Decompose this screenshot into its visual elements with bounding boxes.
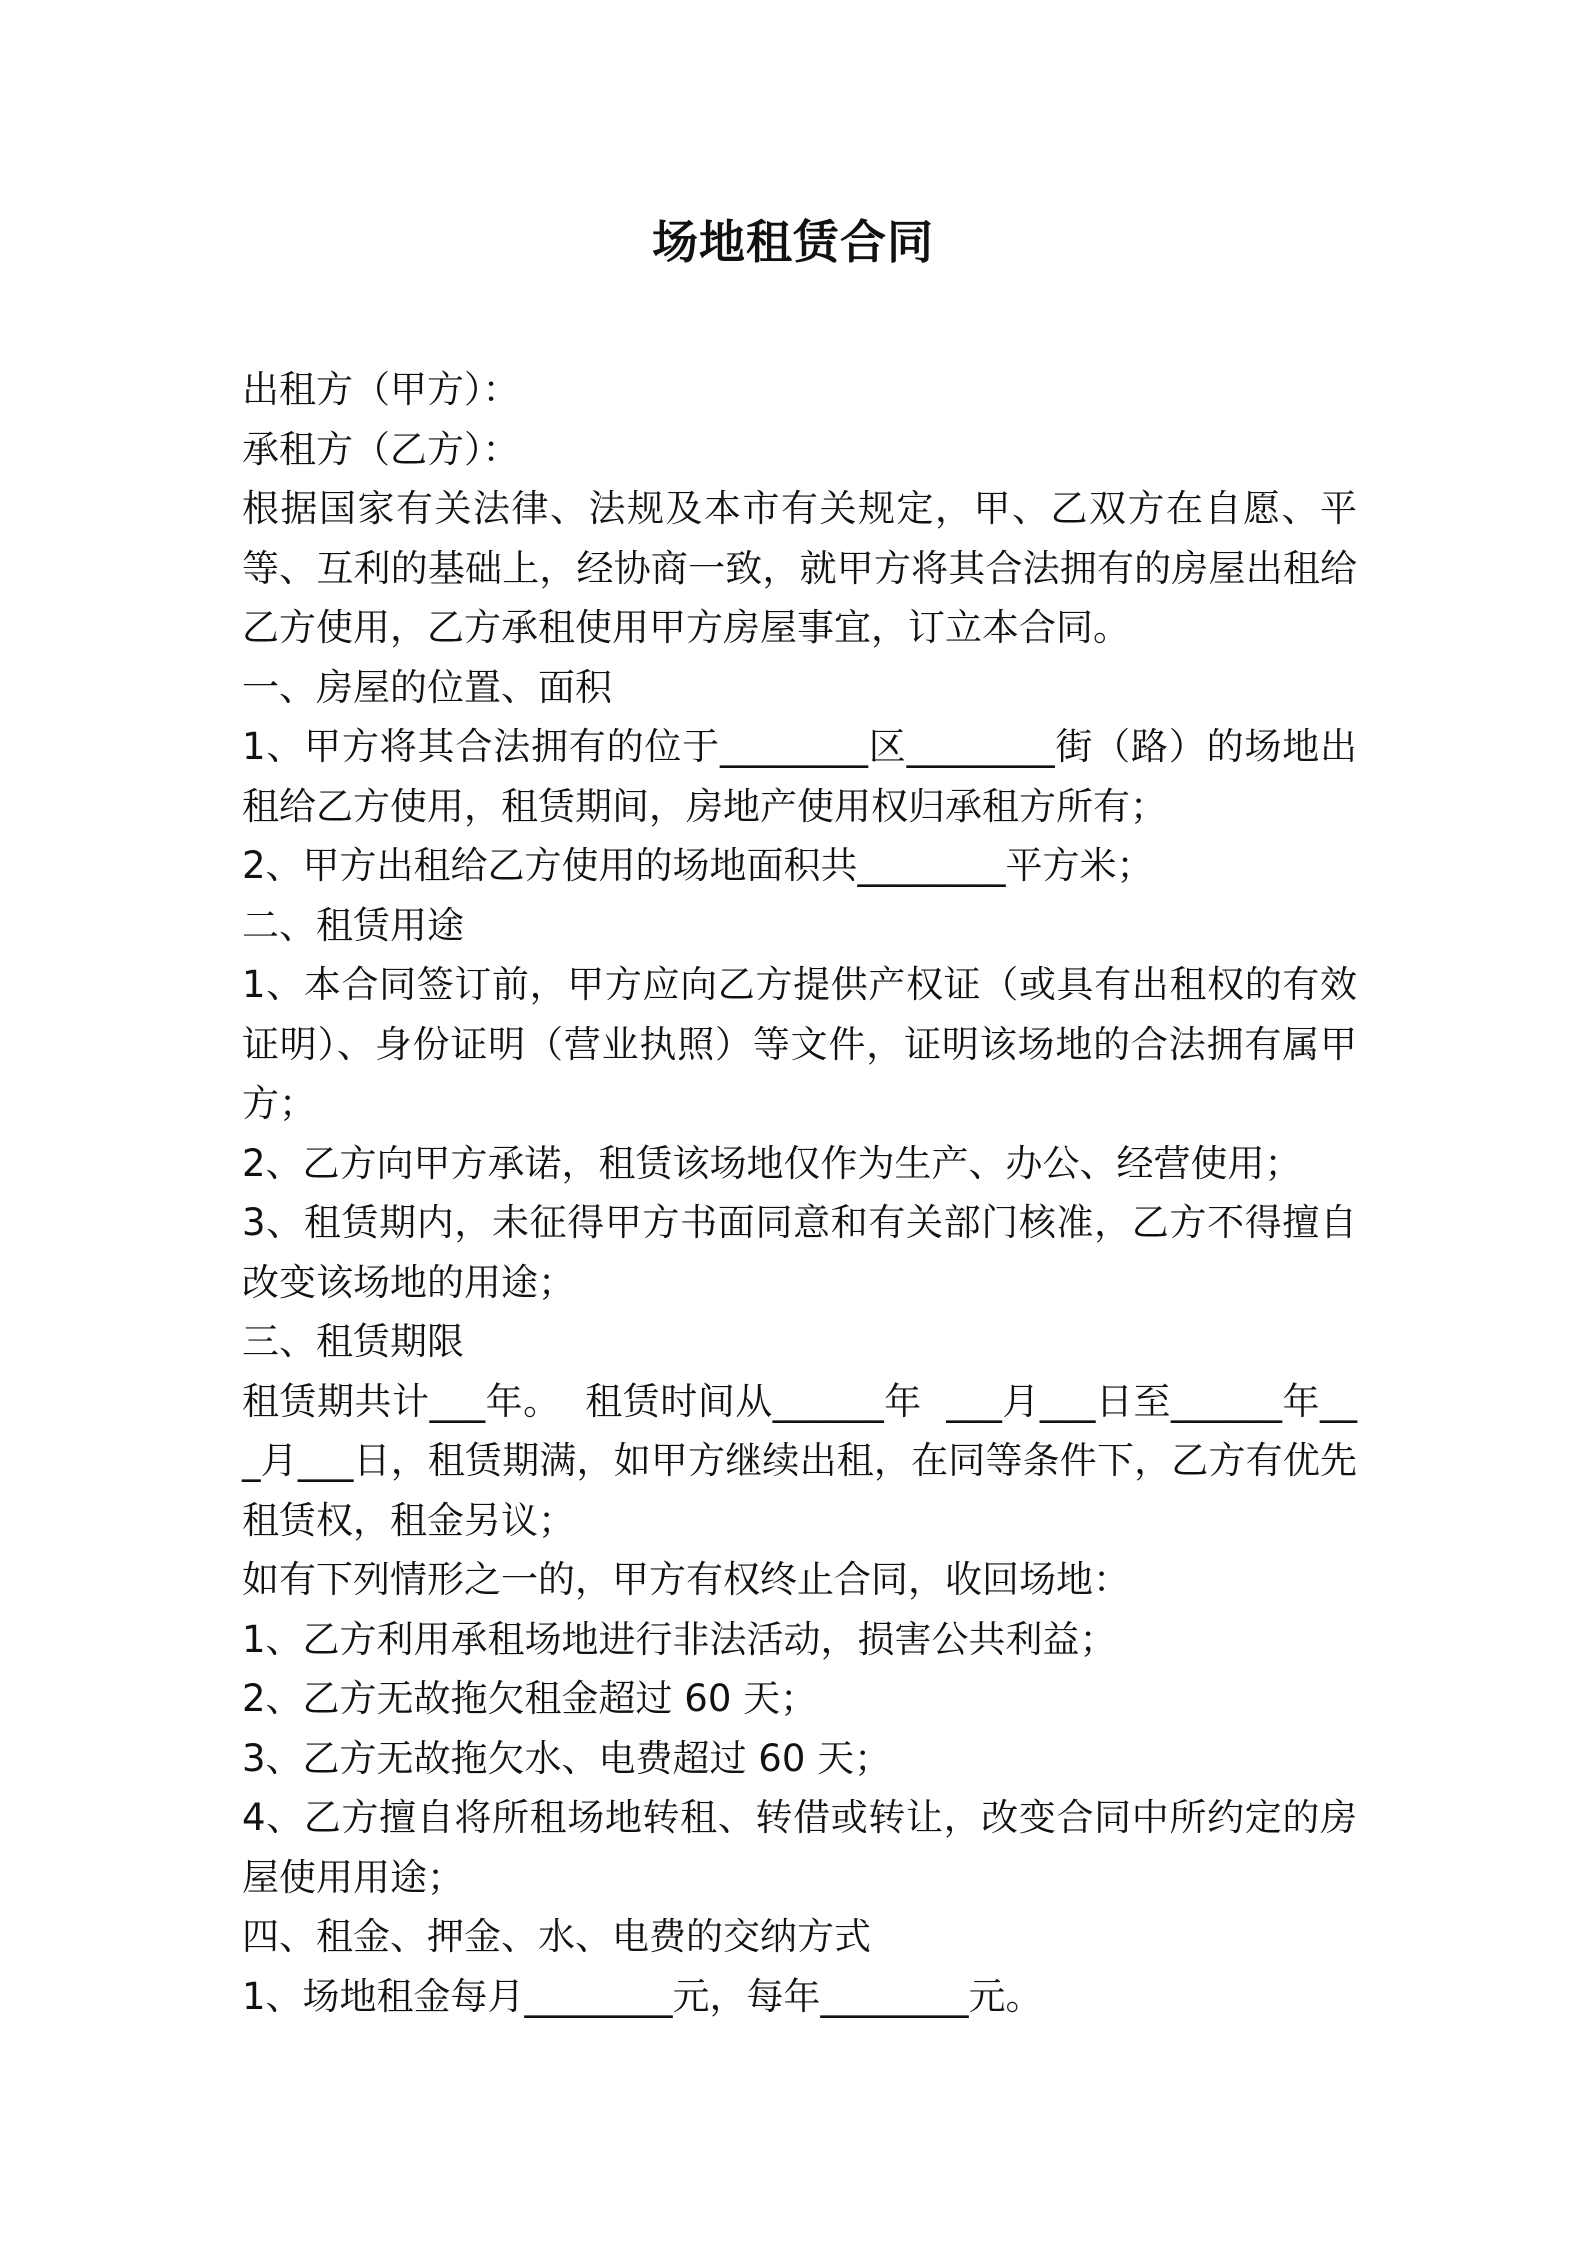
clause-1-1: 1、甲方将其合法拥有的位于________区________街（路）的场地出租给乙方使用，租赁期间，房地产使用权归承租方所有；: [242, 725, 1357, 828]
termination-2: 2、乙方无故拖欠租金超过 60 天；: [242, 1677, 818, 1720]
clause-3-term: 租赁期共计___年。 租赁时间从______年 ___月___日至______年___月___日，租赁期满，如甲方继续出租，在同等条件下，乙方有优先租赁权，租金另议；: [242, 1379, 1357, 1542]
termination-3: 3、乙方无故拖欠水、电费超过 60 天；: [242, 1736, 892, 1780]
preamble-paragraph: 根据国家有关法律、法规及本市有关规定，甲、乙双方在自愿、平等、互利的基础上，经协商一致，就甲方将其合法拥有的房屋出租给乙方使用，乙方承租使用甲方房屋事宜，订立本合同。: [242, 487, 1357, 649]
termination-4: 4、乙方擅自将所租场地转租、转借或转让，改变合同中所约定的房屋使用用途；: [242, 1796, 1357, 1899]
clause-2-1: 1、本合同签订前，甲方应向乙方提供产权证（或具有出租权的有效证明）、身份证明（营业执照）等文件，证明该场地的合法拥有属甲方；: [242, 963, 1357, 1125]
section-heading-location: 一、房屋的位置、面积: [242, 665, 612, 709]
lessor-line: 出租方（甲方）：: [242, 368, 520, 411]
termination-intro: 如有下列情形之一的，甲方有权终止合同，收回场地：: [242, 1558, 1130, 1601]
lessee-line: 承租方（乙方）：: [242, 427, 520, 471]
section-heading-payment: 四、租金、押金、水、电费的交纳方式: [242, 1915, 871, 1958]
clause-2-3: 3、租赁期内，未征得甲方书面同意和有关部门核准，乙方不得擅自改变该场地的用途；: [242, 1201, 1357, 1304]
section-heading-use: 二、租赁用途: [242, 903, 464, 947]
termination-1: 1、乙方利用承租场地进行非法活动，损害公共利益；: [242, 1617, 1117, 1661]
section-heading-term: 三、租赁期限: [242, 1320, 464, 1363]
clause-4-1: 1、场地租金每月________元，每年________元。: [242, 1974, 1043, 2018]
clause-1-2: 2、甲方出租给乙方使用的场地面积共________平方米；: [242, 844, 1154, 887]
document-title: 场地租赁合同: [652, 215, 934, 269]
clause-2-2: 2、乙方向甲方承诺，租赁该场地仅作为生产、办公、经营使用；: [242, 1141, 1302, 1185]
document-body: [242, 360, 1357, 2026]
